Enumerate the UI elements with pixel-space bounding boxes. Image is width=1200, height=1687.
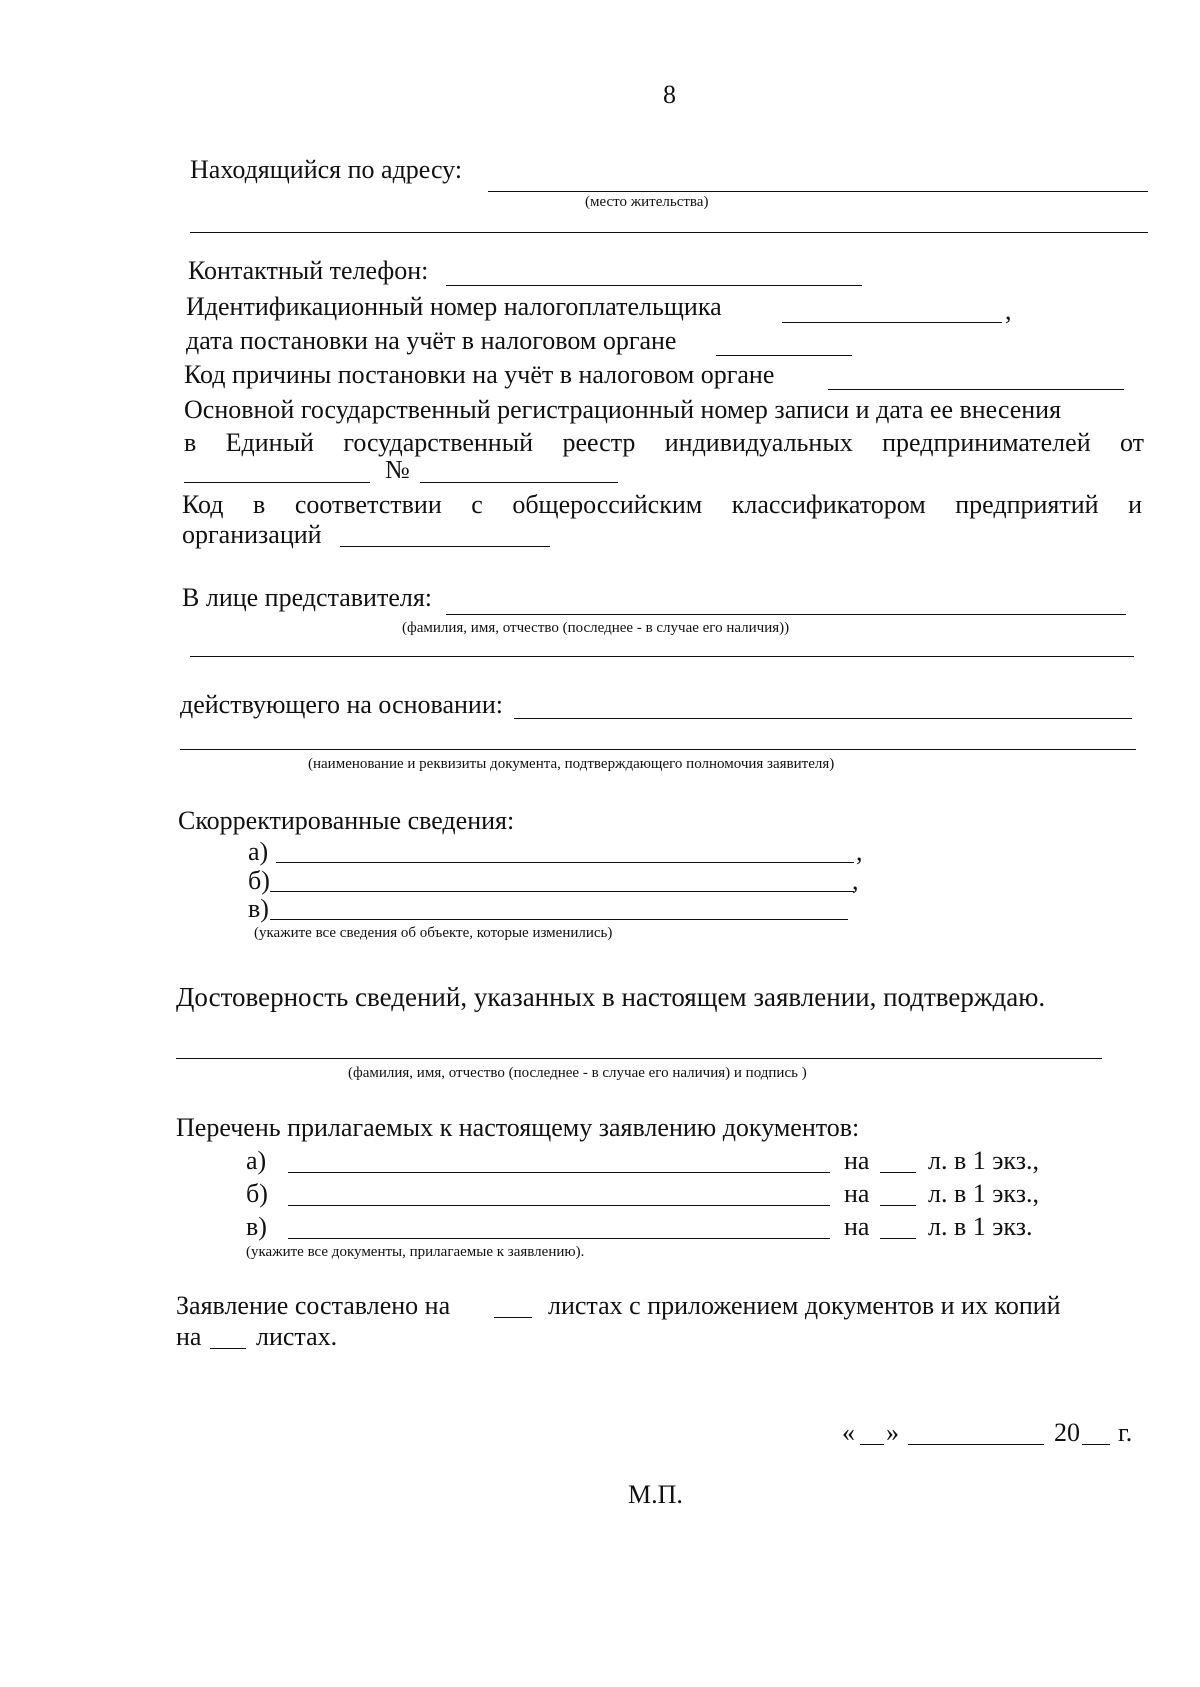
signature-field[interactable] [176,1058,1102,1059]
date-close-quote: » [886,1418,899,1447]
confirmation-text: Достоверность сведений, указанных в настоящем заявлении, подтверждаю. [176,982,1046,1012]
corrected-item-field[interactable] [270,919,848,920]
basis-label: действующего на основании: [180,690,503,719]
inn-comma: , [1005,296,1012,325]
attachment-marker: а) [246,1146,267,1175]
address-field-continued[interactable] [190,232,1148,233]
basis-caption: (наименование и реквизиты документа, подтверждающего полномочия заявителя) [308,756,835,772]
attachment-marker: б) [246,1179,268,1208]
corrected-item-comma: , [856,837,863,866]
date-day-field[interactable] [860,1444,884,1445]
page-number: 8 [663,80,676,109]
okpo-field[interactable] [340,546,550,547]
ogrnip-line-2: в Единый государственный реестр индивидуальных предпринимателей от [184,428,1144,457]
ogrnip-number-field[interactable] [420,482,618,483]
statement-sheets-field[interactable] [494,1317,532,1318]
date-year-prefix: 20 [1054,1418,1080,1447]
representative-label: В лице представителя: [182,583,433,612]
phone-label: Контактный телефон: [188,256,429,285]
attachment-marker: в) [246,1212,267,1241]
representative-caption: (фамилия, имя, отчество (последнее - в случае его наличия)) [402,620,790,636]
corrected-item-marker: а) [248,837,269,866]
date-year-suffix: г. [1118,1418,1133,1447]
ogrnip-number-sign: № [385,455,410,484]
statement-part-1: Заявление составлено на [176,1291,451,1320]
corrected-title: Скорректированные сведения: [178,806,515,835]
attachments-caption: (укажите все документы, прилагаемые к заявлению). [246,1244,585,1260]
kpp-field[interactable] [828,389,1124,390]
basis-field[interactable] [514,718,1132,719]
attachment-sheets-text: л. в 1 экз. [928,1212,1033,1241]
corrected-item-marker: б) [248,866,270,895]
statement-part-2: листах с приложением документов и их копий [548,1291,1061,1320]
attachment-sheets-field[interactable] [880,1205,916,1206]
date-year-field[interactable] [1082,1444,1110,1445]
ogrnip-line-1: Основной государственный регистрационный номер записи и дата ее внесения [184,395,1062,424]
address-label: Находящийся по адресу: [190,155,463,184]
stamp-label: М.П. [628,1480,683,1509]
attachment-on-label: на [844,1179,870,1208]
attachment-on-label: на [844,1146,870,1175]
attachment-on-label: на [844,1212,870,1241]
date-open-quote: « [842,1418,855,1447]
kpp-label: Код причины постановки на учёт в налоговом органе [184,360,775,389]
registration-date-field[interactable] [716,355,852,356]
attachment-sheets-field[interactable] [880,1238,916,1239]
corrected-caption: (укажите все сведения об объекте, которые изменились) [254,925,613,941]
corrected-item-comma: , [852,866,859,895]
attachment-sheets-text: л. в 1 экз., [928,1179,1039,1208]
okpo-line-2: организаций [182,520,322,549]
phone-field[interactable] [446,285,862,286]
statement-part-3: на [176,1322,202,1351]
attachment-sheets-field[interactable] [880,1172,916,1173]
date-month-field[interactable] [908,1444,1044,1445]
attachment-field[interactable] [288,1172,830,1173]
representative-field-continued[interactable] [190,656,1134,657]
attachment-field[interactable] [288,1205,830,1206]
statement-attached-sheets-field[interactable] [210,1348,246,1349]
confirmation-caption: (фамилия, имя, отчество (последнее - в случае его наличия) и подпись ) [348,1065,807,1081]
ogrnip-date-field[interactable] [184,482,370,483]
attachment-field[interactable] [288,1238,830,1239]
address-field[interactable] [488,191,1148,192]
corrected-item-field[interactable] [270,891,854,892]
representative-field[interactable] [446,614,1126,615]
corrected-item-marker: в) [248,894,269,923]
registration-date-label: дата постановки на учёт в налоговом органе [186,326,677,355]
inn-label: Идентификационный номер налогоплательщика [186,292,722,321]
statement-part-4: листах. [256,1322,338,1351]
basis-field-continued[interactable] [180,749,1136,750]
inn-field[interactable] [782,322,1002,323]
okpo-line-1: Код в соответствии с общероссийским классификатором предприятий и [182,490,1142,519]
corrected-item-field[interactable] [276,862,854,863]
address-caption: (место жительства) [585,194,709,210]
attachments-title: Перечень прилагаемых к настоящему заявлению документов: [176,1113,860,1142]
attachment-sheets-text: л. в 1 экз., [928,1146,1039,1175]
